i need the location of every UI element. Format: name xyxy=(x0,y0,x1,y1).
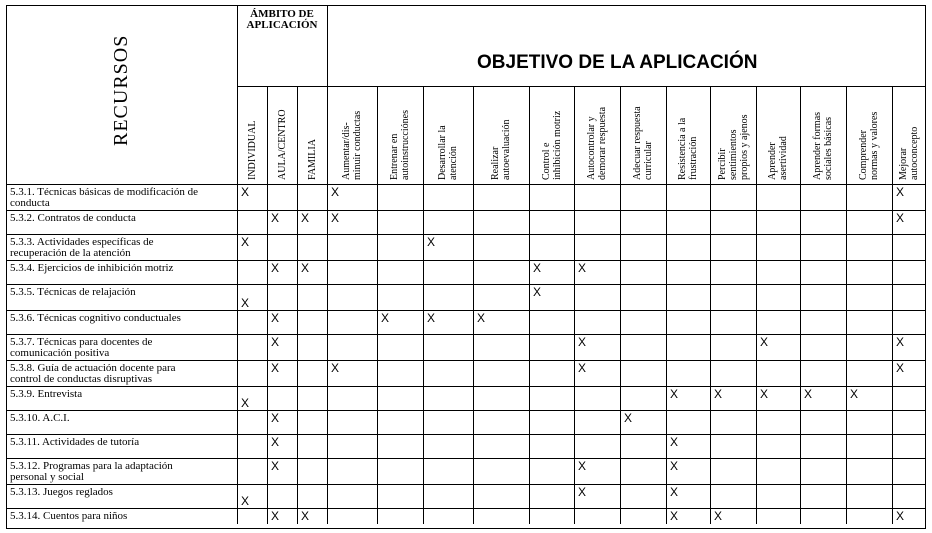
mark-x: X xyxy=(271,311,280,325)
mark-x: X xyxy=(427,311,436,325)
objective-column-header: atención xyxy=(448,146,459,180)
mark-x: X xyxy=(241,185,250,199)
mark-x: X xyxy=(578,459,587,473)
objective-column-header: Aprender xyxy=(767,142,778,180)
resource-label: 5.3.2. Contratos de conducta xyxy=(10,212,136,224)
resource-label: recuperación de la atención xyxy=(10,247,131,259)
mark-x: X xyxy=(804,387,813,401)
objective-column-header: asertividad xyxy=(778,136,789,180)
objective-column-header: Realizar xyxy=(490,146,501,180)
col-rule-ambito xyxy=(327,6,328,524)
objective-column-header: normas y valores xyxy=(869,111,880,180)
ambito-heading-line2: APLICACIÓN xyxy=(246,19,318,31)
mark-x: X xyxy=(670,435,679,449)
resource-label: control de conductas disruptivas xyxy=(10,373,153,385)
mark-x: X xyxy=(271,335,280,349)
mark-x: X xyxy=(578,261,587,275)
mark-x: X xyxy=(714,509,723,523)
mark-x: X xyxy=(271,361,280,375)
resource-label: 5.3.10. A.C.I. xyxy=(10,412,70,424)
objective-column-header: autoconcepto xyxy=(908,126,920,180)
mark-x: X xyxy=(271,211,280,225)
objective-column-header: sentimientos xyxy=(727,129,739,180)
objective-column-header: autoinstrucciónes xyxy=(400,110,411,180)
row-rule xyxy=(7,334,925,335)
resource-label: comunicación positiva xyxy=(10,347,110,359)
objective-column-header: Autocontrolar y xyxy=(586,116,597,180)
mark-x: X xyxy=(381,311,390,325)
objective-column-header: sociales básicas xyxy=(823,116,834,180)
row-rule xyxy=(7,484,925,485)
resource-label: 5.3.7. Técnicas para docentes de xyxy=(10,336,153,348)
objective-column-header: Aprender formas xyxy=(812,111,823,180)
row-rule xyxy=(7,434,925,435)
mark-x: X xyxy=(271,411,280,425)
objective-column-header: curricular xyxy=(643,141,654,180)
mark-x: X xyxy=(896,211,905,225)
mark-x: X xyxy=(477,311,486,325)
ambito-column-header: INDIVIDUAL xyxy=(246,120,258,180)
mark-x: X xyxy=(896,185,905,199)
objective-column-header: minuir conductas xyxy=(352,110,363,180)
mark-x: X xyxy=(670,485,679,499)
mark-x: X xyxy=(271,509,280,523)
body-top-rule xyxy=(7,184,925,185)
resource-label: 5.3.1. Técnicas básicas de modificación de xyxy=(10,186,198,198)
row-rule xyxy=(7,310,925,311)
objective-column-header: Aumentar/dis- xyxy=(341,122,352,180)
objective-column-header: Control e xyxy=(540,142,552,180)
resource-label: 5.3.9. Entrevista xyxy=(10,388,83,400)
mark-x: X xyxy=(896,509,905,523)
row-rule xyxy=(7,508,925,509)
mark-x: X xyxy=(301,509,310,523)
mark-x: X xyxy=(301,211,310,225)
mark-x: X xyxy=(241,494,250,508)
objective-column-header: autoevaluación xyxy=(501,119,512,180)
resources-table xyxy=(6,5,926,529)
objective-column-header: Comprender xyxy=(858,130,869,180)
recursos-heading: RECURSOS xyxy=(110,34,132,146)
row-rule xyxy=(7,234,925,235)
ambito-heading xyxy=(237,9,327,31)
resource-label: 5.3.12. Programas para la adaptación xyxy=(10,460,173,472)
subheader-rule xyxy=(237,86,925,87)
mark-x: X xyxy=(714,387,723,401)
mark-x: X xyxy=(241,235,250,249)
mark-x: X xyxy=(331,185,340,199)
mark-x: X xyxy=(850,387,859,401)
objective-column-header: Mejorar xyxy=(897,147,909,180)
mark-x: X xyxy=(896,335,905,349)
resource-label: 5.3.6. Técnicas cognitivo conductuales xyxy=(10,312,181,324)
row-rule xyxy=(7,386,925,387)
resource-label: 5.3.11. Actividades de tutoría xyxy=(10,436,140,448)
objective-column-header: frustración xyxy=(688,136,699,180)
mark-x: X xyxy=(578,361,587,375)
resource-label: 5.3.4. Ejercicios de inhibición motriz xyxy=(10,262,174,274)
row-rule xyxy=(7,260,925,261)
col-rule-recursos xyxy=(237,6,238,524)
ambito-column-header: AULA/CENTRO xyxy=(276,109,288,180)
mark-x: X xyxy=(241,396,250,410)
objetivo-heading: OBJETIVO DE LA APLICACIÓN xyxy=(477,52,758,73)
mark-x: X xyxy=(427,235,436,249)
row-rule xyxy=(7,360,925,361)
resource-label: personal y social xyxy=(10,471,84,483)
resource-label: 5.3.5. Técnicas de relajación xyxy=(10,286,136,298)
row-rule xyxy=(7,410,925,411)
mark-x: X xyxy=(624,411,633,425)
resource-label: conducta xyxy=(10,197,50,209)
objective-column-header: demorar respuesta xyxy=(597,106,608,180)
mark-x: X xyxy=(271,459,280,473)
objective-column-header: Entrenar en xyxy=(389,133,400,180)
resource-label: 5.3.3. Actividades específicas de xyxy=(10,236,154,248)
mark-x: X xyxy=(760,335,769,349)
objective-column-header: Adecuar respuesta xyxy=(632,106,643,180)
ambito-column-header: FAMILIA xyxy=(306,139,318,180)
mark-x: X xyxy=(533,261,542,275)
mark-x: X xyxy=(331,361,340,375)
resource-label: 5.3.14. Cuentos para niños xyxy=(10,510,128,522)
objective-column-header: Resistencia a la xyxy=(677,117,688,180)
mark-x: X xyxy=(670,509,679,523)
mark-x: X xyxy=(271,261,280,275)
mark-x: X xyxy=(301,261,310,275)
mark-x: X xyxy=(896,361,905,375)
mark-x: X xyxy=(578,335,587,349)
mark-x: X xyxy=(271,435,280,449)
resource-label: 5.3.13. Juegos reglados xyxy=(10,486,113,498)
row-rule xyxy=(7,284,925,285)
row-rule xyxy=(7,210,925,211)
objective-column-header: propios y ajenos xyxy=(738,114,750,180)
objective-column-header: Desarrollar la xyxy=(437,125,448,180)
ambito-heading-line1: ÁMBITO DE xyxy=(250,8,314,20)
mark-x: X xyxy=(670,459,679,473)
mark-x: X xyxy=(578,485,587,499)
resource-label: 5.3.8. Guía de actuación docente para xyxy=(10,362,176,374)
mark-x: X xyxy=(533,285,542,299)
objective-column-header: inhibición motriz xyxy=(551,110,563,180)
objective-column-header: Percibir xyxy=(716,148,728,180)
mark-x: X xyxy=(241,296,250,310)
mark-x: X xyxy=(670,387,679,401)
row-rule xyxy=(7,458,925,459)
mark-x: X xyxy=(760,387,769,401)
mark-x: X xyxy=(331,211,340,225)
